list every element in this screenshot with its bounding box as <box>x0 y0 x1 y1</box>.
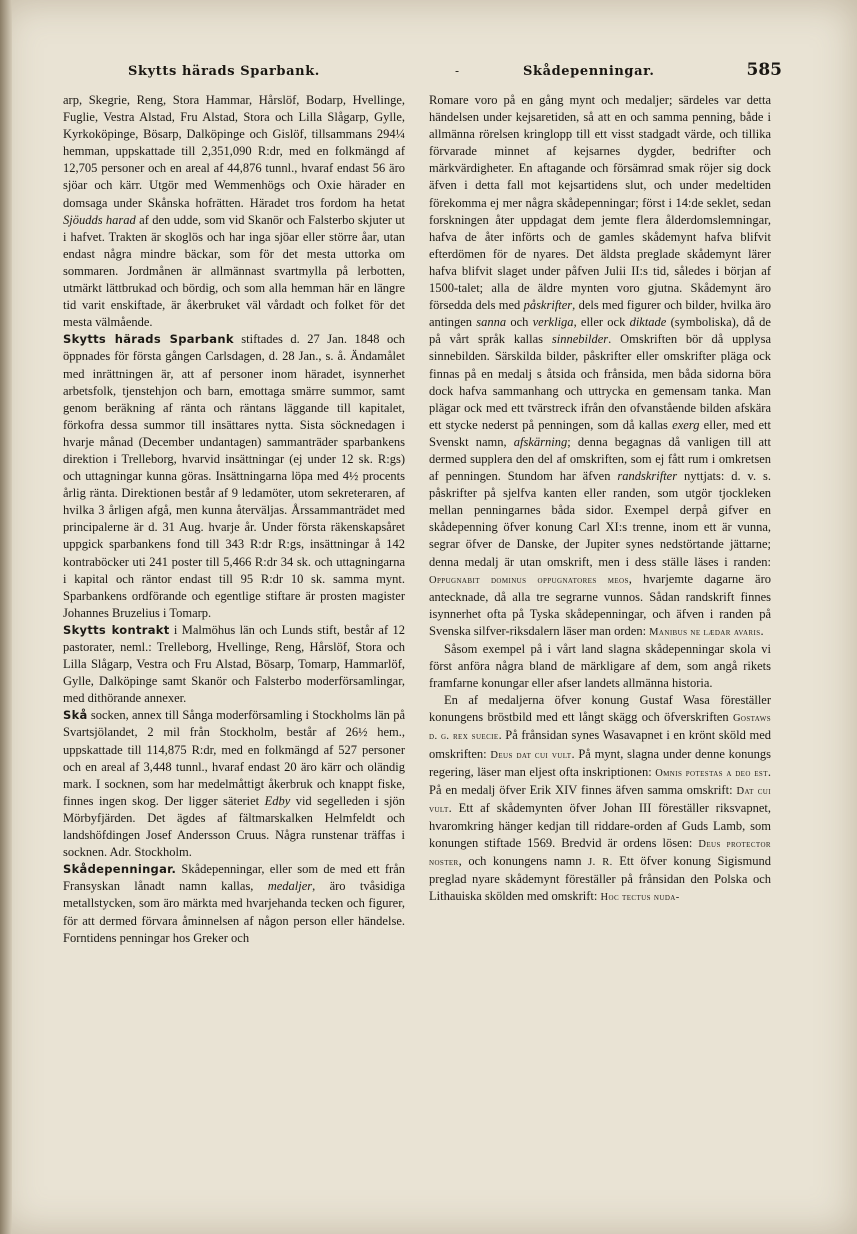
text-run: , dels med figurer och bilder, hvilka äro antingen <box>429 298 771 330</box>
text-run: . Ett af skådemynten öfver Johan III föreställer riksvapnet, hvaromkring hänger kedjan till riddare-orden af Guds Lamb, som konungen stiftade 1569. Bredvid är ordens lösen: <box>429 800 771 851</box>
entry-skadepenningar <box>63 861 405 946</box>
header-dash: - <box>455 64 460 78</box>
latin-inscription: Deus protector noster <box>429 839 771 869</box>
text-run: , eller ock <box>573 315 630 330</box>
paragraph-skytts-harad <box>63 92 405 331</box>
text-run: af den udde, som vid Skanör och Falsterbo skjuter ut i hafvet. Trakten är skoglös och har inga sjöar eller större åar, utan endast några mindre bäckar, som för det mesta uttorka om sommaren. Jordmånen är allmännast svartmylla på lerbotten, utmärkt lättbrukad och bördig, och som alla hemman här en längre tid varit enskiftade, är åkerbruket väl vårdadt och folket för det mesta välmående. <box>63 212 406 330</box>
entry-text: vid segelleden i sjön Mörbyfjärden. Det ägdes af fältmarskalken Helmfeldt och landshöfdingen Josef Andersson Cruus. Några runstenar träffas i socknen. Adr. Stockholm. <box>63 793 405 860</box>
italic-run: diktade <box>629 315 667 330</box>
latin-inscription: Manibus ne lædar avaris <box>649 626 761 638</box>
text-run: och <box>506 315 533 330</box>
latin-inscription: Deus dat cui vult <box>490 749 572 761</box>
italic-run: Edby <box>264 793 291 808</box>
italic-run: verkliga <box>532 315 574 330</box>
entry-text: i Malmöhus län och Lunds stift, består af 12 pastorater, neml.: Trelleborg, Hvellinge, Reng, Hårslöf, Stora och Lilla Slågarp, Vestra och Fru Alstad, Bösarp, Tomarp, Hammarlöf, Gylle, Dalköpinge samt Skanör och Falsterbo moderförsamlingar, med dithörande annexer. <box>63 622 405 706</box>
italic-run: afskärning <box>513 434 568 449</box>
italic-run: Sjöudds harad <box>63 212 136 227</box>
entry-kontrakt <box>63 622 405 707</box>
latin-inscription: Oppugnabit dominus oppugnatores meos <box>429 574 629 586</box>
text-run: . På mynt, slagna under denne konungs regering, läser man eljest ofta inskriptionen: <box>429 746 771 779</box>
running-head-left: Skytts härads Sparbank. <box>128 64 320 79</box>
entry-sparbank <box>63 331 405 622</box>
book-spine-shadow <box>0 0 12 1234</box>
paragraph-gustaf-wasa <box>429 692 771 906</box>
paragraph-medaljer <box>429 92 771 641</box>
entry-headword: Skytts kontrakt <box>63 622 170 637</box>
italic-run: sinnebilder <box>551 332 609 347</box>
entry-text: , äro tvåsidiga metallstycken, som äro märkta med hvarjehanda tecken och figurer, för att dermed förvara åminnelsen af någon person eller händelse. Forntidens penningar hos Greker och <box>63 879 405 945</box>
right-column <box>429 92 771 906</box>
text-run: Ett öfver konung Sigismund preglad nyare skådemynt föreställer på frånsidan den Polska och Lithauiska skölden med omskrift: <box>429 854 771 904</box>
running-header <box>60 62 782 86</box>
text-run: (symboliska), då de på vårt språk kallas <box>429 315 771 347</box>
latin-inscription: Omnis potestas a deo est <box>655 767 768 779</box>
text-run: Romare voro på en gång mynt och medaljer; särdeles var detta händelsen under kejsaretiden, så att en och samma penning, både i allmänna rörelsen kringlopp till ett visst stadgadt värde, och tillika förvarade minnet af kejsarnes dygder, bedrifter och märkvärdigheter. En aftagande och försämrad smak röjer sig dock äfven i detta fall mot kejsartidens slut, och under medeltiden förekomma ej mer några skådepenningar; först i 14:de seklet, sedan forskningen åter uppdagat dem jemte flera ålderdomslemningar, hafva de åter införts och de gamles skådemynt hafva blifvit efterdömen för de nyares. Det äldsta preglade skådemynt lärer hafva blifvit slaget under påfven Julii II:s tid, således i början af 1500-talet; alla de äldre mynten voro gjutna. Skådemynt äro försedda dels med <box>429 93 771 313</box>
italic-run: sanna <box>476 315 507 330</box>
running-head-right: Skådepenningar. <box>523 64 655 79</box>
text-run: , och konungens namn <box>458 854 589 869</box>
left-column <box>63 92 405 947</box>
latin-inscription: Hoc tectus nuda- <box>600 892 680 904</box>
latin-inscription: Dat cui vult <box>429 785 771 815</box>
text-run: . <box>760 623 764 638</box>
page-number: 585 <box>746 60 782 80</box>
text-run: . På frånsidan synes Wasavapnet i en krönt sköld med omskriften: <box>429 728 771 761</box>
text-run: eller, med ett Svenskt namn, <box>429 417 771 449</box>
text-run: . Omskriften bör då upplysa sinnebilden. Särskilda bilder, påskrifter eller omskrifter pläga ock finnas på en medalj s åtsida och frånsida, men båda sidorna böra dock hafva sammanhang och uttrycka en gemensam tanka. Man plägar ock med ett tvärstreck ifrån den ofvanstående bilden afskära ett stycke nederst på penningen, som då kallas <box>429 332 771 432</box>
entry-ska <box>63 707 405 861</box>
entry-headword: Skådepenningar. <box>63 862 177 877</box>
entry-text: Skådepenningar, eller som de med ett från Fransyskan lånadt namn kallas, <box>63 862 405 894</box>
italic-run: påskrifter <box>523 298 573 313</box>
italic-run: exerg <box>672 417 700 432</box>
text-run: En af medaljerna öfver konung Gustaf Wasa föreställer konungens bröstbild med ett långt skägg och öfverskriften <box>429 693 771 725</box>
italic-run: randskrifter <box>617 469 678 484</box>
text-run: . På en medalj öfver Erik XIV finnes äfven samma omskrift: <box>429 764 771 797</box>
latin-inscription: Gostaws d. g. rex suecie <box>429 713 771 743</box>
text-run: , hvarjemte dagarne äro antecknade, då alla tre segrarne vunnos. Sådan randskrift finnes isynnerhet ofta på Tyska skådepenningar, och äfven i randen på Svenska silfver-riksdalern läser man orden: <box>429 571 771 638</box>
entry-text: socken, annex till Sånga moderförsamling i Stockholms län på Svartsjölandet, 2 mil från Stockholm, består af 26½ hem., uppskattade till 114,875 R:dr, med en folkmängd af 527 personer och en areal af 3,448 tunnl., hvaraf endast 20 äro kärr och oländig mark. I socknen, som har medelmåttigt åkerbruk och knappt fiske, finnes ingen skog. Der ligger säteriet <box>63 708 405 808</box>
italic-run: medaljer <box>267 879 313 894</box>
text-run: ; denna begagnas då vanligen till att dermed supplera den del af omskriften, som ej fått rum i omkretsen af penningen. Stundom har äfven <box>429 434 771 484</box>
latin-inscription: J. R. <box>588 857 613 869</box>
entry-text: stiftades d. 27 Jan. 1848 och öppnades för första gången Carlsdagen, d. 28 Jan., s. å. Ändamålet med inrättningen är, att af personer inom häradet, isynnerhet arbetsfolk, tjenstehjon och barn, emottaga smärre summor, samt genom beräkning af ränta och räntans läggande till kapitalet, förkofra dessa summor till insättares nytta. Sista söcknedagen i hvarje månad (December undantagen) sammanträder sparbankens direktion i Trelleborg, hvarvid insättningar (ej under 12 sk. R:gs) och uttagningar kunna göras. Insättningarna löpa med 4½ procents årlig ränta. Direktionen består af 9 ledamöter, utom sekreteraren, af hvilka 3 årligen afgå, men kunna återväljas. Årssammanträdet med principalerne är d. 31 Aug. hvarje år. Under första räkenskapsåret uppgick sparbankens fond till 343 R:dr R:gs, insättningar å 142 kontraböcker uti 241 poster till 5,466 R:dr 34 sk. och uttagningarna i kapital och räntor endast till 95 R:dr 10 sk. samma mynt. Sparbankens ordförande och egentlige stiftare är prosten magister Johannes Bruzelius i Tomarp. <box>63 332 405 620</box>
paragraph-exempel: Såsom exempel på i vårt land slagna skådepenningar skola vi först anföra några bland de märkligare af dem, som angå rikets framfarne konungar eller afser landets allmänna historia. <box>429 642 771 691</box>
entry-headword: Skytts härads Sparbank <box>63 332 234 347</box>
text-run: arp, Skegrie, Reng, Stora Hammar, Hårslöf, Bodarp, Hvellinge, Fuglie, Vestra Alstad, Fru Alstad, Stora och Lilla Slågarp, Gylle, Kyrkoköpinge, Bösarp, Dalköpinge och Gislöf, tillsammans 294¼ hemman, uppskattade till 2,351,090 R:dr, med en folkmängd af 12,705 personer och en areal af 44,876 tunnl., hvaraf endast 56 äro sjöar och kärr. Utgör med Wemmenhögs och Oxie härader en domsaga under Skånska hofrätten. Häradet tros fordom ha hetat <box>63 93 405 210</box>
entry-headword: Skå <box>63 708 88 723</box>
text-run: nyttjats: d. v. s. påskrifter på sjelfva kanten eller randen, som utgör tjockleken mellan penningarnes båda sidor. Exempel derpå gifver en skådepenning öfver konung Carl XI:s trenne, inom ett är vunna, segrar öfver de Danske, der Jupiter synes nedstörtande jättarne; denna medalj är utan omskrift, men i dess ställe läses i randen: <box>429 469 771 569</box>
